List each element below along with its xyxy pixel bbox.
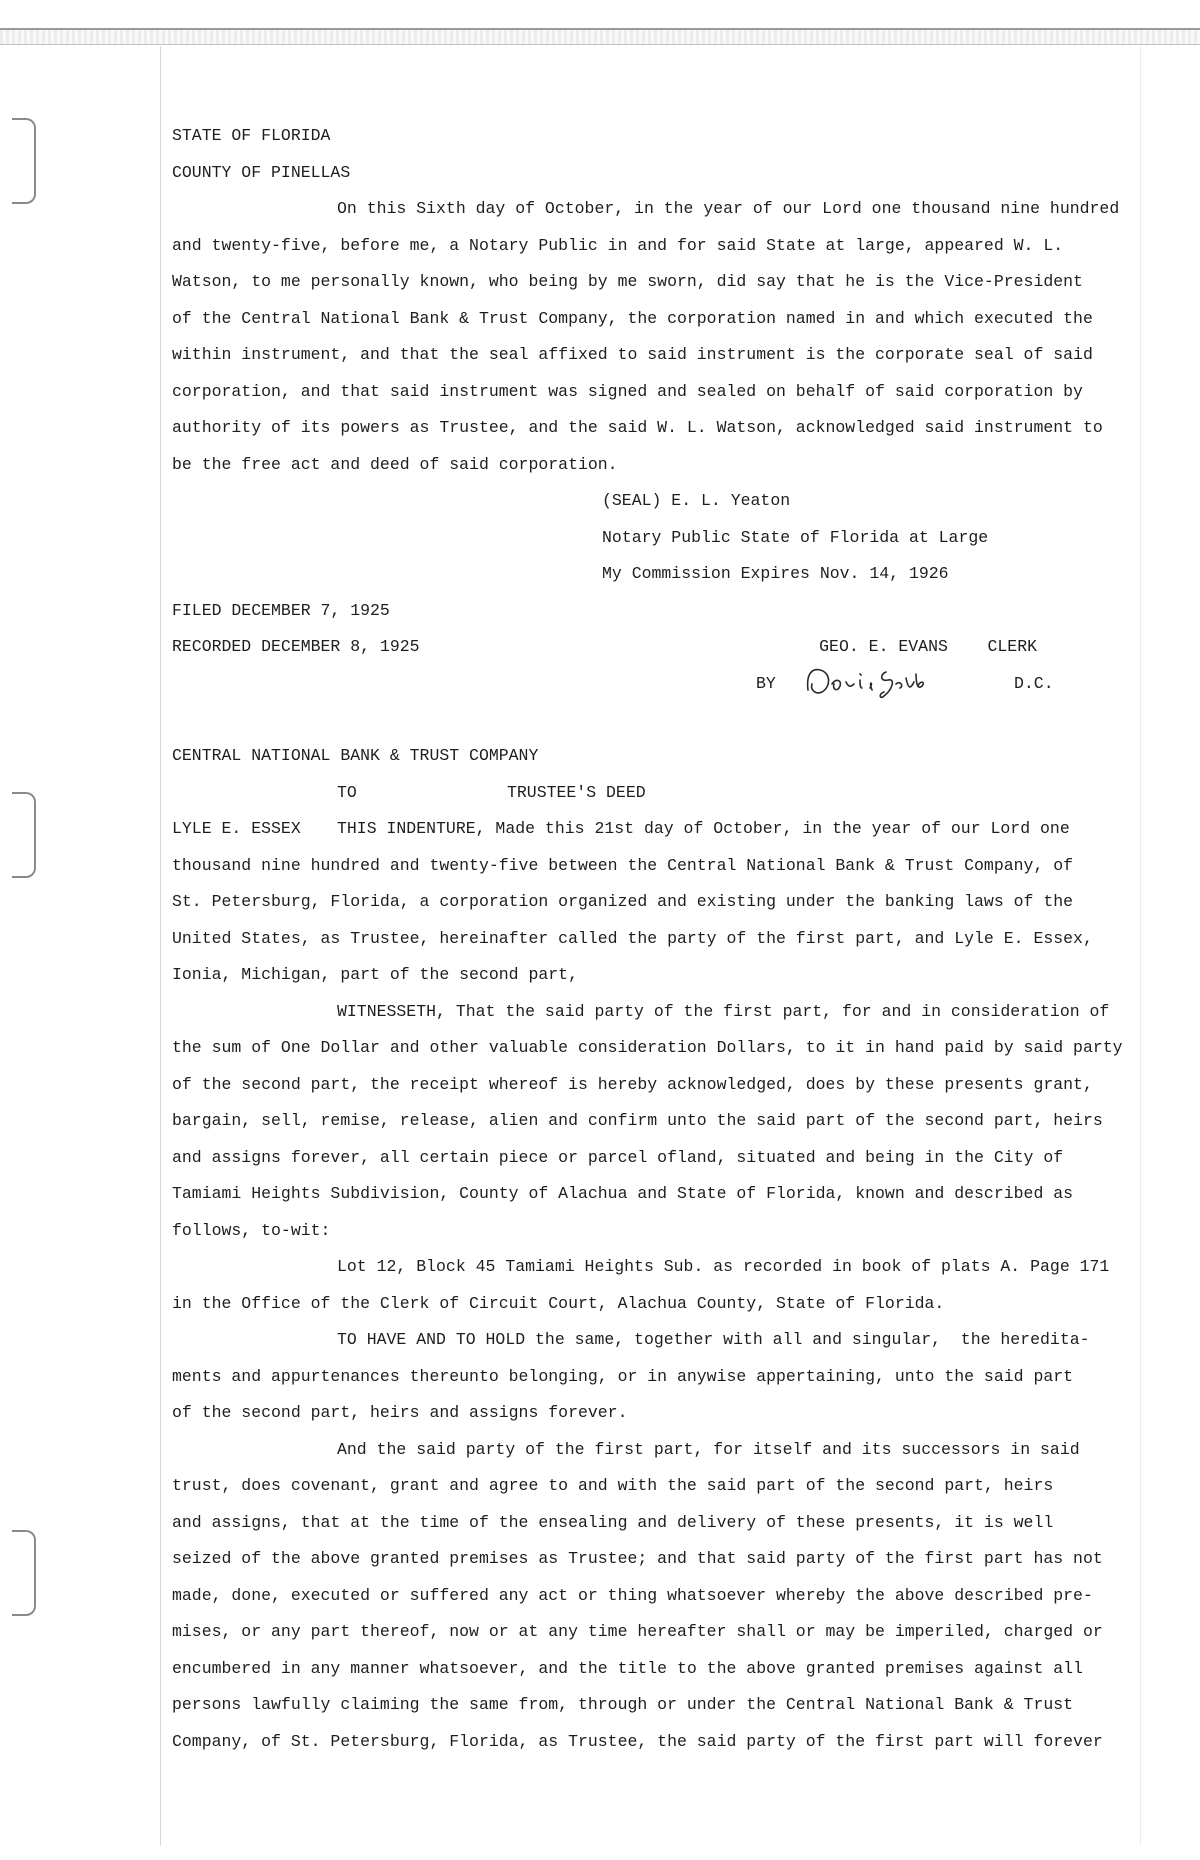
grantee-name: LYLE E. ESSEX [172, 819, 301, 838]
top-perforation-border [0, 28, 1200, 45]
state-heading: STATE OF FLORIDA [172, 126, 331, 145]
to-label: TO [337, 782, 357, 802]
dc-label: D.C. [1014, 673, 1054, 693]
deed-line: bargain, sell, remise, release, alien and confirm unto the said part of the second part, heirs [172, 1111, 1103, 1130]
deed-line: Ionia, Michigan, part of the second part, [172, 965, 578, 984]
deed-type: TRUSTEE'S DEED [507, 782, 646, 802]
recorded-date: RECORDED DECEMBER 8, 1925 [172, 637, 420, 656]
deed-line: Lot 12, Block 45 Tamiami Heights Sub. as recorded in book of plats A. Page 171 [337, 1257, 1110, 1276]
deed-line: in the Office of the Clerk of Circuit Court, Alachua County, State of Florida. [172, 1293, 945, 1313]
deed-line: thousand nine hundred and twenty-five between the Central National Bank & Trust Company, of [172, 855, 1074, 875]
deed-line: ments and appurtenances thereunto belonging, or in anywise appertaining, unto the said part [172, 1366, 1074, 1386]
deed-line: THIS INDENTURE, Made this 21st day of October, in the year of our Lord one [337, 819, 1070, 838]
ack-line: authority of its powers as Trustee, and the said W. L. Watson, acknowledged said instrument to [172, 418, 1103, 437]
deed-line: and assigns forever, all certain piece or parcel ofland, situated and being in the City of [172, 1147, 1064, 1167]
ack-line: Watson, to me personally known, who being by me sworn, did say that he is the Vice-President [172, 272, 1083, 291]
ack-line: On this Sixth day of October, in the year of our Lord one thousand nine hundred [337, 199, 1120, 218]
notary-seal-line: (SEAL) E. L. Yeaton [602, 491, 791, 510]
deputy-clerk-row [172, 666, 1152, 703]
deed-body [172, 811, 1152, 1760]
deed-line: TO HAVE AND TO HOLD the same, together with all and singular, the heredita- [337, 1330, 1090, 1349]
deed-line: Company, of St. Petersburg, Florida, as Trustee, the said party of the first part will forever [172, 1731, 1103, 1751]
deed-line: persons lawfully claiming the same from, through or under the Central National Bank & Trust [172, 1695, 1074, 1714]
deed-line: follows, to-wit: [172, 1220, 331, 1240]
deed-line: encumbered in any manner whatsoever, and the title to the above granted premises against all [172, 1658, 1083, 1678]
recorded-row [172, 629, 1152, 666]
binder-hole-bottom [12, 1530, 36, 1616]
acknowledgment-paragraph [172, 191, 1152, 483]
deed-line: WITNESSETH, That the said party of the first part, for and in consideration of [337, 1001, 1110, 1021]
deed-line: of the second part, the receipt whereof is hereby acknowledged, does by these presents grant, [172, 1074, 1093, 1094]
binder-hole-middle [12, 792, 36, 878]
county-heading: COUNTY OF PINELLAS [172, 162, 351, 182]
deed-to-row [172, 775, 1152, 812]
by-label: BY [756, 673, 776, 693]
notary-commission: My Commission Expires Nov. 14, 1926 [602, 564, 949, 583]
section-gap [172, 702, 1152, 738]
deed-line: and assigns, that at the time of the ensealing and delivery of these presents, it is well [172, 1512, 1054, 1532]
deed-line: United States, as Trustee, hereinafter called the party of the first part, and Lyle E. Essex, [172, 928, 1093, 948]
deed-line: And the said party of the first part, for itself and its successors in said [337, 1439, 1080, 1459]
document-page [172, 118, 1152, 1760]
clerk-name: GEO. E. EVANS CLERK [819, 637, 1037, 656]
grantor-name: CENTRAL NATIONAL BANK & TRUST COMPANY [172, 746, 539, 765]
ack-line: of the Central National Bank & Trust Company, the corporation named in and which executed the [172, 308, 1093, 328]
deed-line: Tamiami Heights Subdivision, County of Alachua and State of Florida, known and described as [172, 1184, 1074, 1203]
ack-line: within instrument, and that the seal affixed to said instrument is the corporate seal of said [172, 345, 1093, 364]
deed-line: St. Petersburg, Florida, a corporation organized and existing under the banking laws of the [172, 892, 1074, 911]
ack-line: be the free act and deed of said corporation. [172, 454, 618, 474]
binder-hole-top [12, 118, 36, 204]
ack-line: corporation, and that said instrument was signed and sealed on behalf of said corporation by [172, 381, 1083, 401]
deed-line: trust, does covenant, grant and agree to and with the said part of the second part, heirs [172, 1476, 1054, 1495]
deed-line: mises, or any part thereof, now or at any time hereafter shall or may be imperiled, charged or [172, 1622, 1103, 1641]
notary-title: Notary Public State of Florida at Large [602, 527, 989, 547]
deputy-clerk-signature [800, 660, 930, 700]
deed-line: seized of the above granted premises as Trustee; and that said party of the first part has not [172, 1549, 1103, 1568]
deed-line: made, done, executed or suffered any act or thing whatsoever whereby the above described pre- [172, 1585, 1093, 1605]
left-margin-rule [160, 46, 161, 1846]
filed-date: FILED DECEMBER 7, 1925 [172, 600, 390, 620]
deed-line: of the second part, heirs and assigns forever. [172, 1403, 628, 1422]
deed-line: the sum of One Dollar and other valuable consideration Dollars, to it in hand paid by said party [172, 1038, 1123, 1057]
ack-line: and twenty-five, before me, a Notary Public in and for said State at large, appeared W. L. [172, 235, 1064, 255]
